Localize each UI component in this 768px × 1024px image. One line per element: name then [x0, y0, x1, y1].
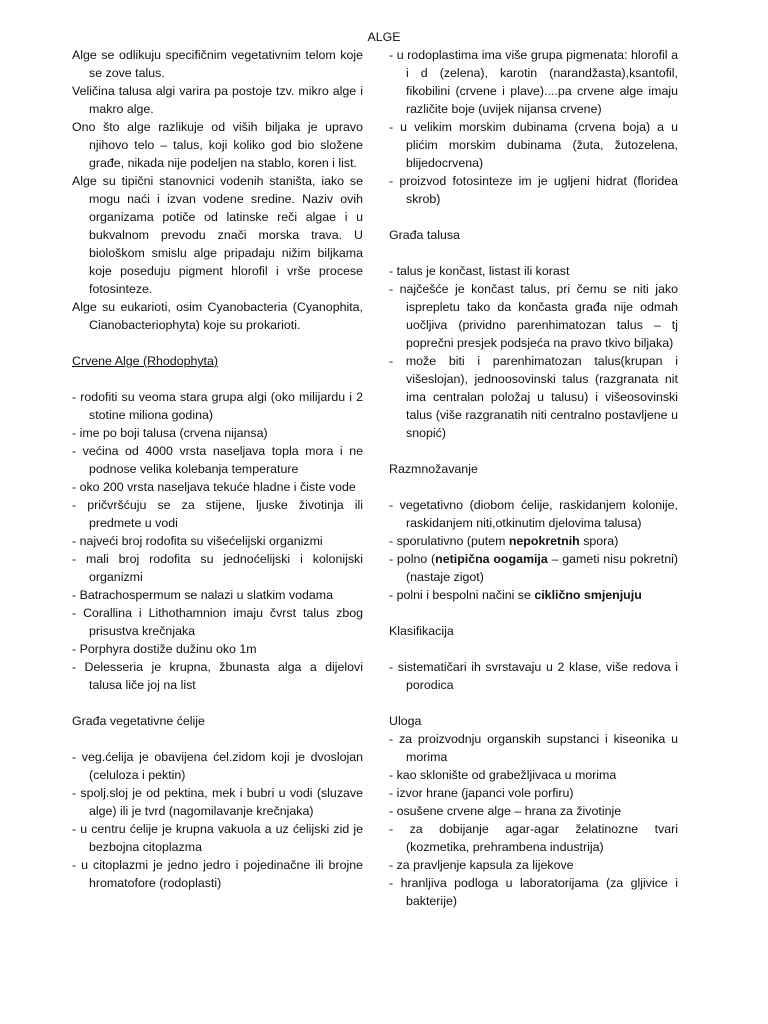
- text-run: - polno (: [389, 552, 436, 566]
- list-item: - rodofiti su veoma stara grupa algi (oko milijardu i 2 stotine miliona godina): [72, 390, 363, 422]
- intro-section: [72, 46, 363, 334]
- uloga-list: [389, 730, 678, 910]
- list-item: - spolj.sloj je od pektina, mek i bubri u vodi (sluzave alge) ili je tvrd (nagomilavanje krečnjaka): [72, 786, 363, 818]
- list-item: - kao sklonište od grabežljivaca u morima: [389, 768, 617, 782]
- list-item: - ime po boji talusa (crvena nijansa): [72, 426, 268, 440]
- list-item: - najveći broj rodofita su višećelijski organizmi: [72, 534, 323, 548]
- list-item: - pričvršćuju se za stijene, ljuske životinja ili predmete u vodi: [72, 498, 363, 530]
- list-item: - Corallina i Lithothamnion imaju čvrst talus zbog prisustva krečnjaka: [72, 606, 363, 638]
- bold-term: ciklično smjenjuju: [534, 588, 642, 602]
- section-heading-grada-talusa: Građa talusa: [389, 228, 460, 242]
- list-item: - može biti i parenhimatozan talus(krupan i višeslojan), jednoosovinski talus (razgranata nit ima centralan položaj u talusu) i višeosovinski talus (više razgranatih niti centralno postavljene u snopić): [389, 354, 678, 440]
- list-item: - talus je končast, listast ili korast: [389, 264, 570, 278]
- section-heading-crvene-alge: Crvene Alge (Rhodophyta): [72, 354, 219, 368]
- list-item: - vegetativno (diobom ćelije, raskidanjem kolonije, raskidanjem niti,otkinutim djelovima talusa): [389, 498, 678, 530]
- list-item: - Batrachospermum se nalazi u slatkim vodama: [72, 588, 333, 602]
- intro-paragraph: Alge se odlikuju specifičnim vegetativnim telom koje se zove talus.: [72, 48, 363, 80]
- right-column: [389, 46, 678, 910]
- left-column: [72, 46, 363, 892]
- document-title: ALGE: [367, 30, 401, 44]
- text-run: - polni i bespolni načini se: [389, 588, 535, 602]
- intro-paragraph: Ono što alge razlikuje od viših biljaka je upravo njihovo telo – talus, koji koliko god bio složene građe, nikada nije podeljen na stablo, koren i list.: [72, 120, 363, 170]
- crvene-alge-list: [72, 388, 363, 694]
- klasifikacija-list: [389, 658, 678, 694]
- list-item: - u velikim morskim dubinama (crvena boja) a u plićim morskim dubinama (žuta, žutozelena, blijedocrvena): [389, 120, 678, 170]
- list-item: [389, 550, 678, 586]
- list-item: - u centru ćelije je krupna vakuola a uz ćelijski zid je bezbojna citoplazma: [72, 822, 363, 854]
- list-item: - najčešće je končast talus, pri čemu se niti jako isprepletu tako da končasta građa nije odmah uočljiva (prividno parenhimatozan talus – tj poprečni presjek podsjeća na pravo tkivo biljaka): [389, 282, 678, 350]
- section-heading-razmnozavanje: Razmnožavanje: [389, 462, 478, 476]
- list-item: - sistematičari ih svrstavaju u 2 klase, više redova i porodica: [389, 660, 678, 692]
- list-item: - Delesseria je krupna, žbunasta alga a dijelovi talusa liče joj na list: [72, 660, 363, 692]
- list-item: - za dobijanje agar-agar želatinozne tvari (kozmetika, prehrambena industrija): [389, 822, 678, 854]
- list-item: [389, 586, 678, 604]
- intro-paragraph: Veličina talusa algi varira pa postoje tzv. mikro alge i makro alge.: [72, 84, 363, 116]
- list-item: - za pravljenje kapsula za lijekove: [389, 858, 574, 872]
- list-item: - većina od 4000 vrsta naseljava topla mora i ne podnose velika kolebanja temperature: [72, 444, 363, 476]
- section-heading-uloga: Uloga: [389, 714, 422, 728]
- grada-talusa-list: [389, 262, 678, 442]
- list-item: - izvor hrane (japanci vole porfiru): [389, 786, 574, 800]
- list-item: [389, 532, 678, 550]
- list-item: - za proizvodnju organskih supstanci i kiseonika u morima: [389, 732, 678, 764]
- bold-term: netipična oogamija: [435, 552, 548, 566]
- intro-paragraph: Alge su tipični stanovnici vodenih staništa, iako se mogu naći i izvan vodene sredine. Naziv ovih organizama potiče od latinske reči algae i u bukvalnom prevodu znači morska trava. U biološkom smislu alge pripadaju nižim biljkama koje poseduju pigment hlorofil i vrše procese fotosinteze.: [72, 174, 363, 296]
- grada-celije-list: [72, 748, 363, 892]
- list-item: - osušene crvene alge – hrana za životinje: [389, 804, 622, 818]
- bold-term: nepokretnih: [508, 534, 580, 548]
- list-item: - oko 200 vrsta naseljava tekuće hladne i čiste vode: [72, 480, 356, 494]
- list-item: - hranljiva podloga u laboratorijama (za gljivice i bakterije): [389, 876, 678, 908]
- list-item: - u rodoplastima ima više grupa pigmenata: hlorofil a i d (zelena), karotin (narandžasta),ksantofil, fikobilini (crvene i plave)....pa crvene alge imaju različite boje (uvijek nijansa crvene): [389, 48, 678, 116]
- section-heading-klasifikacija: Klasifikacija: [389, 624, 454, 638]
- list-item: - proizvod fotosinteze im je ugljeni hidrat (floridea skrob): [389, 174, 678, 206]
- list-item: - mali broj rodofita su jednoćelijski i kolonijski organizmi: [72, 552, 363, 584]
- list-item: - u citoplazmi je jedno jedro i pojedinačne ili brojne hromatofore (rodoplasti): [72, 858, 363, 890]
- razmnozavanje-list: [389, 496, 678, 604]
- text-run: – gameti nisu pokretni) (nastaje zigot): [406, 552, 678, 584]
- pigment-list: [389, 46, 678, 208]
- text-run: spora): [579, 534, 619, 548]
- list-item: - Porphyra dostiže dužinu oko 1m: [72, 642, 257, 656]
- intro-paragraph: Alge su eukarioti, osim Cyanobacteria (Cyanophita, Cianobacteriophyta) koje su prokarioti.: [72, 300, 363, 332]
- list-item: - veg.ćelija je obavijena ćel.zidom koji je dvoslojan (celuloza i pektin): [72, 750, 363, 782]
- text-run: - sporulativno (putem: [389, 534, 509, 548]
- section-heading-grada-celije: Građa vegetativne ćelije: [72, 714, 205, 728]
